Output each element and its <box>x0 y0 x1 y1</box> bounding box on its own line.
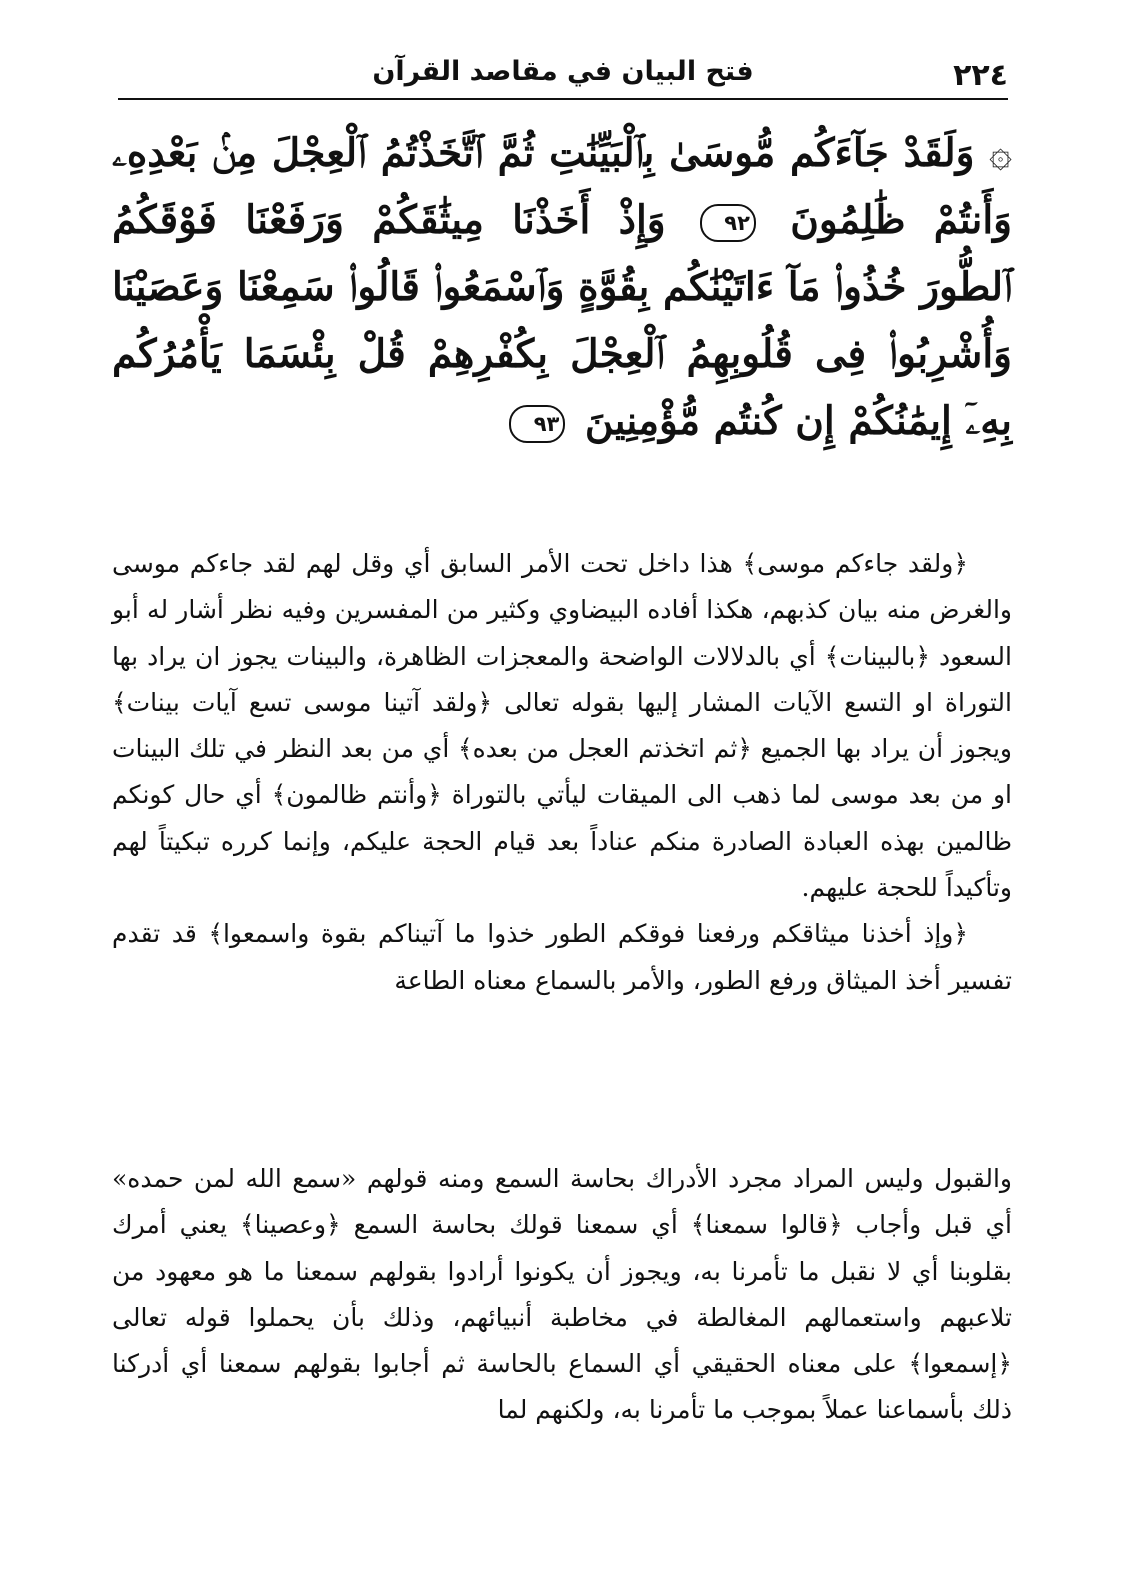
commentary-paragraph: ﴿ولقد جاءكم موسى﴾ هذا داخل تحت الأمر السابق أي وقل لهم لقد جاءكم موسى والغرض منه بيان كذبهم، هكذا أفاده البيضاوي وكثير من المفسرين وفيه نظر أشار له أبو السعود ﴿بالبينات﴾ أي بالدلالات الواضحة والمعجزات الظاهرة، والبينات يجوز ان يراد بها التوراة او التسع الآيات المشار إليها بقوله تعالى ﴿ولقد آتينا موسى تسع آيات بينات﴾ ويجوز أن يراد بها الجميع ﴿ثم اتخذتم العجل من بعده﴾ أي من بعد النظر في تلك البينات او من بعد موسى لما ذهب الى الميقات ليأتي بالتوراة ﴿وأنتم ظالمون﴾ أي حال كونكم ظالمين بهذه العبادة الصادرة منكم عناداً بعد قيام الحجة عليكم، وإنما كرره تبكيتاً لهم وتأكيداً للحجة عليهم. <box>112 549 1012 903</box>
commentary-paragraph: والقبول وليس المراد مجرد الأدراك بحاسة السمع ومنه قولهم «سمع الله لمن حمده» أي قبل وأجاب ﴿قالوا سمعنا﴾ أي سمعنا قولك بحاسة السمع ﴿وعصينا﴾ يعني أمرك بقلوبنا أي لا نقبل ما تأمرنا به، ويجوز أن يكونوا أرادوا بقولهم سمعنا ما هو معهود من تلاعبهم واستعمالهم المغالطة في مخاطبة أنبيائهم، وذلك بأن يحملوا قوله تعالى ﴿إسمعوا﴾ على معناه الحقيقي أي السماع بالحاسة ثم أجابوا بقولهم سمعنا أي أدركنا ذلك بأسماعنا عملاً بموجب ما تأمرنا به، ولكنهم لما <box>112 1164 1012 1425</box>
verse-number-badge: ٩٣ <box>509 405 565 443</box>
verse-text: وَإِذْ أَخَذْنَا مِيثَٰقَكُمْ وَرَفَعْنَا فَوْقَكُمُ ٱلطُّورَ خُذُوا۟ مَآ ءَاتَيْنَٰكُم بِقُوَّةٍ وَٱسْمَعُوا۟ قَالُوا۟ سَمِعْنَا وَعَصَيْنَا وَأُشْرِبُوا۟ فِى قُلُوبِهِمُ ٱلْعِجْلَ بِكُفْرِهِمْ قُلْ بِئْسَمَا يَأْمُرُكُم بِهِۦٓ إِيمَٰنُكُمْ إِن كُنتُم مُّؤْمِنِينَ <box>112 197 1012 444</box>
quran-verses <box>112 120 1012 455</box>
hizb-mark-icon: ۞ <box>989 131 1012 176</box>
commentary-block <box>112 1156 1012 1434</box>
running-title: فتح البيان في مقاصد القرآن <box>372 56 754 87</box>
verse-text: وَلَقَدْ جَآءَكُم مُّوسَىٰ بِٱلْبَيِّنَٰتِ ثُمَّ ٱتَّخَذْتُمُ ٱلْعِجْلَ مِنۢ بَعْدِهِۦ وَأَنتُمْ ظَٰلِمُونَ <box>112 130 1013 243</box>
commentary-block <box>112 541 1012 1004</box>
quran-verse-block <box>112 120 1012 455</box>
verse-number-badge: ٩٢ <box>700 204 756 242</box>
page-header <box>118 52 1008 100</box>
page-number: ٢٢٤ <box>953 58 1008 93</box>
commentary-paragraph: ﴿وإذ أخذنا ميثاقكم ورفعنا فوقكم الطور خذوا ما آتيناكم بقوة واسمعوا﴾ قد تقدم تفسير أخذ الميثاق ورفع الطور، والأمر بالسماع معناه الطاعة <box>112 919 1012 995</box>
